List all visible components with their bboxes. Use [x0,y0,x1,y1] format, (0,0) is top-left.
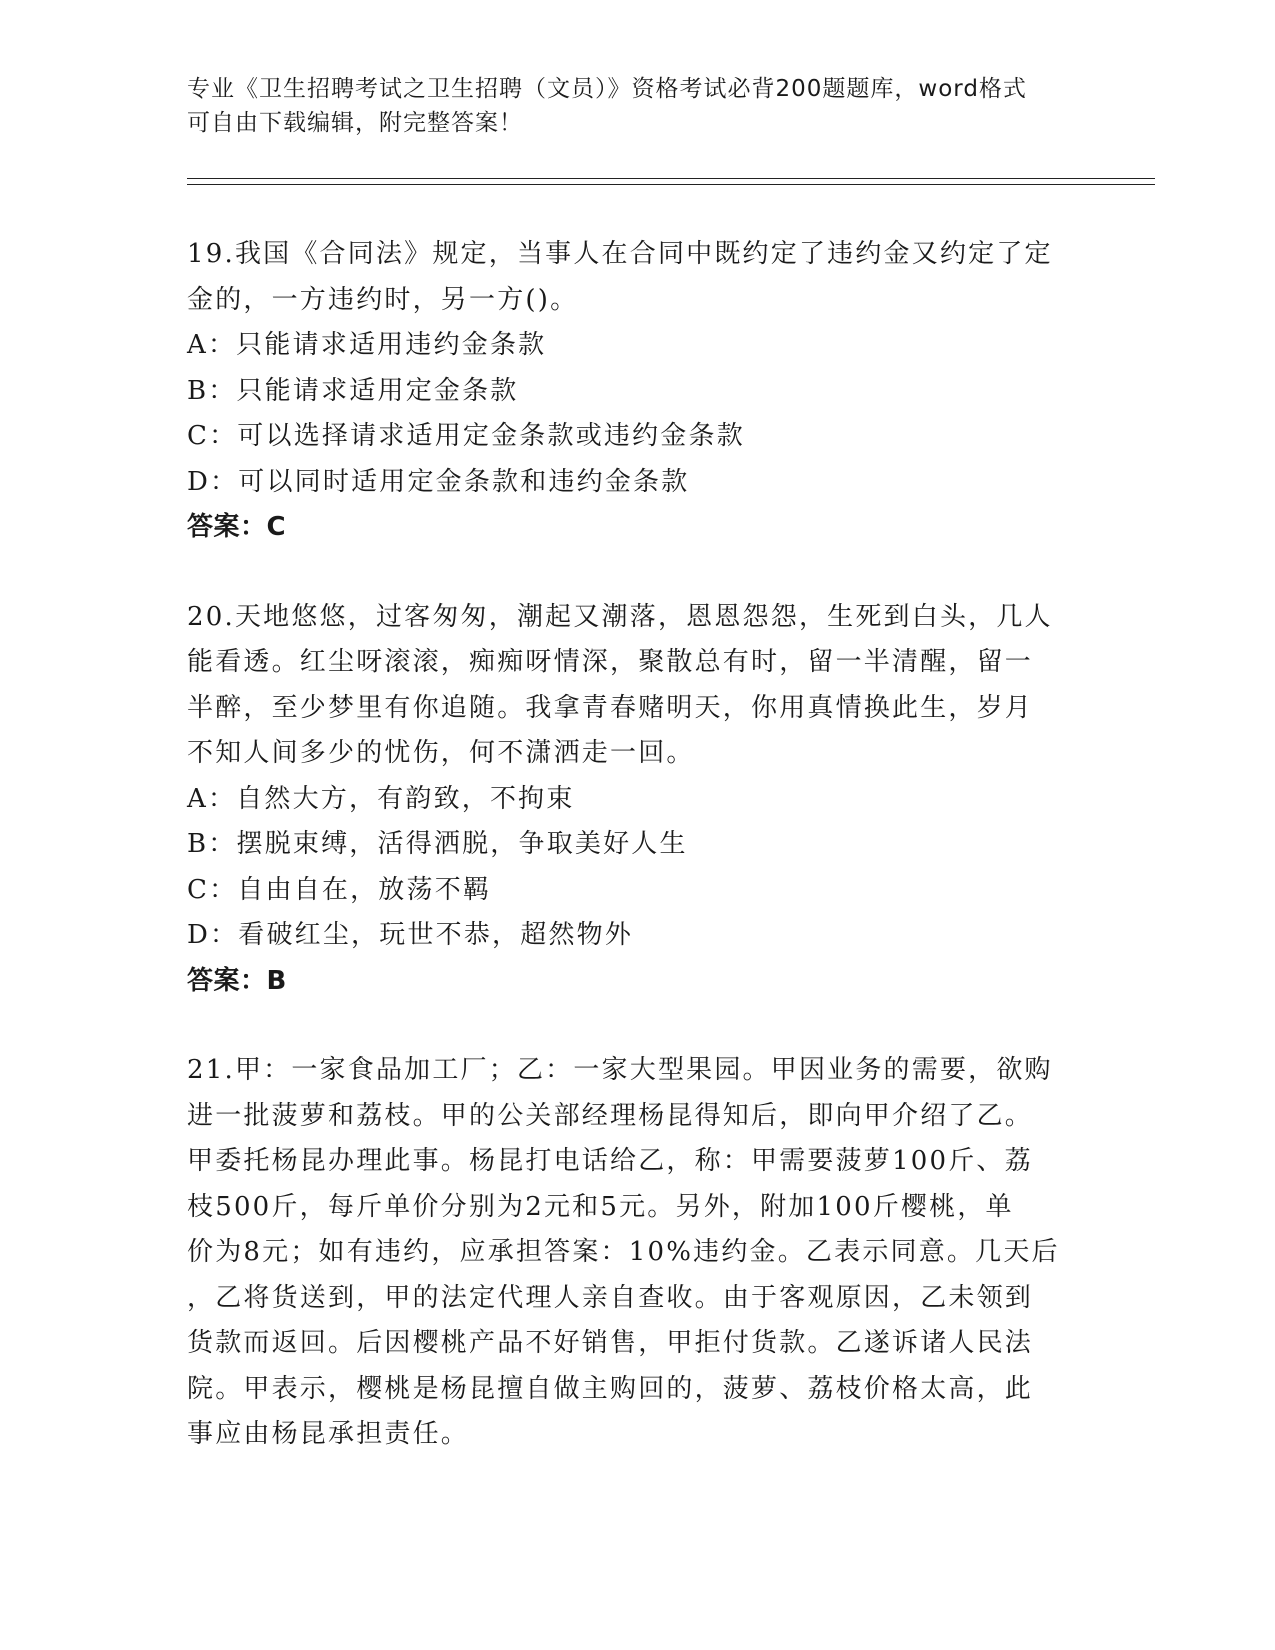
header-line: 可自由下载编辑，附完整答案！ [187,110,523,136]
option-d: D：可以同时适用定金条款和违约金条款 [187,466,690,497]
option-c: C：可以选择请求适用定金条款或违约金条款 [187,421,745,451]
question-stem-line: 货款而返回。后因樱桃产品不好销售，甲拒付货款。乙遂诉诸人民法 [187,1328,1034,1358]
option-b: B：摆脱束缚，活得洒脱，争取美好人生 [187,829,688,859]
question-stem-line: 进一批菠萝和荔枝。甲的公关部经理杨昆得知后，即向甲介绍了乙。 [187,1100,1034,1131]
question-stem-line: 能看透。红尘呀滚滚，痴痴呀情深，聚散总有时，留一半清醒，留一 [187,647,1034,677]
question-list [187,232,1087,1502]
question-19 [187,232,1087,551]
question-stem-line: 院。甲表示，樱桃是杨昆擅自做主购回的，菠萝、荔枝价格太高，此 [187,1373,1034,1404]
question-stem-line: 19.我国《合同法》规定，当事人在合同中既约定了违约金又约定了定 [187,239,1053,269]
option-d: D：看破红尘，玩世不恭，超然物外 [187,920,634,950]
document-header [187,72,1087,140]
question-stem-line: 半醉，至少梦里有你追随。我拿青春赌明天，你用真情换此生，岁月 [187,692,1034,723]
option-b: B：只能请求适用定金条款 [187,375,519,406]
question-stem-line: ，乙将货送到，甲的法定代理人亲自查收。由于客观原因，乙未领到 [187,1282,1034,1313]
question-stem-line: 甲委托杨昆办理此事。杨昆打电话给乙，称：甲需要菠萝100斤、荔 [187,1146,1033,1176]
answer-label: 答案：B [187,965,287,996]
question-stem-line: 枝500斤，每斤单价分别为2元和5元。另外，附加100斤樱桃，单 [187,1191,1014,1222]
question-stem-line: 事应由杨昆承担责任。 [187,1419,470,1449]
question-21 [187,1048,1087,1458]
answer-label: 答案：C [187,512,287,542]
question-stem-line: 金的，一方违约时，另一方()。 [187,284,579,315]
question-stem-line: 不知人间多少的忧伤，何不潇洒走一回。 [187,738,695,768]
option-c: C：自由自在，放荡不羁 [187,874,492,905]
header-divider-bottom [187,184,1155,185]
question-stem-line: 价为8元；如有违约，应承担答案：10%违约金。乙表示同意。几天后 [187,1237,1060,1267]
question-stem-line: 20.天地悠悠，过客匆匆，潮起又潮落，恩恩怨怨，生死到白头，几人 [187,601,1053,632]
question-stem-line: 21.甲：一家食品加工厂；乙：一家大型果园。甲因业务的需要，欲购 [187,1055,1053,1085]
option-a: A：只能请求适用违约金条款 [187,330,547,360]
question-20 [187,595,1087,1005]
header-divider-top [187,178,1155,179]
option-a: A：自然大方，有韵致，不拘束 [187,783,575,814]
header-line: 专业《卫生招聘考试之卫生招聘（文员）》资格考试必背200题题库，word格式 [187,76,1027,102]
